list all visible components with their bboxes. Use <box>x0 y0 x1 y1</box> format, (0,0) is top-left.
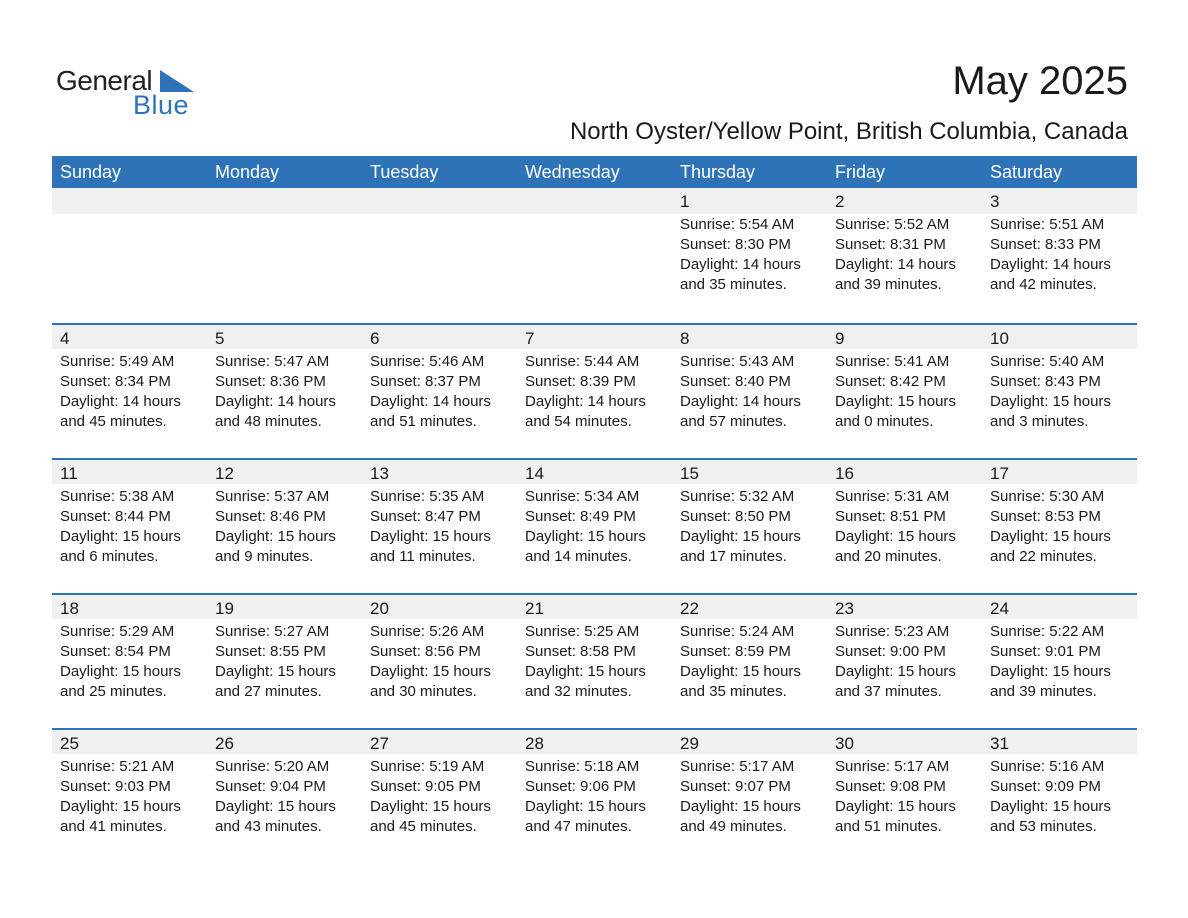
day-number: 15 <box>680 464 699 483</box>
day-cell <box>52 323 207 458</box>
day-cell <box>672 188 827 323</box>
daylight-hours: Daylight: 14 hours <box>680 393 801 410</box>
sunrise-time: Sunrise: 5:19 AM <box>370 758 485 775</box>
day-number: 9 <box>835 329 845 348</box>
daylight-minutes: and 0 minutes. <box>835 413 934 430</box>
sunrise-time: Sunrise: 5:52 AM <box>835 216 950 233</box>
daylight-hours: Daylight: 15 hours <box>835 528 956 545</box>
day-number: 3 <box>990 192 1000 211</box>
weekday-wednesday: Wednesday <box>525 162 620 182</box>
daylight-hours: Daylight: 15 hours <box>680 528 801 545</box>
daylight-hours: Daylight: 15 hours <box>215 663 336 680</box>
daylight-minutes: and 27 minutes. <box>215 683 322 700</box>
sun-info <box>215 622 336 702</box>
sun-info <box>370 352 491 432</box>
day-cell <box>207 323 362 458</box>
sunset-time: Sunset: 8:59 PM <box>680 643 791 660</box>
day-cell <box>517 458 672 593</box>
sun-info <box>990 622 1111 702</box>
sun-info <box>990 487 1111 567</box>
week-row <box>52 458 1137 593</box>
daylight-hours: Daylight: 15 hours <box>525 528 646 545</box>
day-cell <box>362 323 517 458</box>
sunset-time: Sunset: 9:05 PM <box>370 778 481 795</box>
weekday-sunday: Sunday <box>60 162 122 182</box>
daylight-minutes: and 37 minutes. <box>835 683 942 700</box>
sunset-time: Sunset: 8:47 PM <box>370 508 481 525</box>
sunrise-time: Sunrise: 5:47 AM <box>215 353 330 370</box>
week-row <box>52 728 1137 863</box>
day-cell <box>672 458 827 593</box>
day-number: 30 <box>835 734 854 753</box>
day-cell <box>672 593 827 728</box>
day-cell <box>827 728 982 863</box>
weekday-header <box>52 156 1137 188</box>
sun-info <box>60 622 181 702</box>
daylight-hours: Daylight: 14 hours <box>680 256 801 273</box>
daylight-minutes: and 53 minutes. <box>990 818 1097 835</box>
day-number: 23 <box>835 599 854 618</box>
sunrise-time: Sunrise: 5:34 AM <box>525 488 640 505</box>
day-cell <box>982 188 1137 323</box>
sun-info <box>835 352 956 432</box>
sun-info <box>370 757 491 837</box>
day-cell <box>827 323 982 458</box>
sunrise-time: Sunrise: 5:43 AM <box>680 353 795 370</box>
day-number: 31 <box>990 734 1009 753</box>
calendar-weeks <box>52 188 1137 863</box>
daylight-hours: Daylight: 15 hours <box>990 663 1111 680</box>
day-number: 22 <box>680 599 699 618</box>
daylight-hours: Daylight: 14 hours <box>835 256 956 273</box>
daylight-hours: Daylight: 15 hours <box>370 663 491 680</box>
week-row <box>52 323 1137 458</box>
daylight-hours: Daylight: 15 hours <box>60 798 181 815</box>
daylight-hours: Daylight: 15 hours <box>835 393 956 410</box>
sun-info <box>215 757 336 837</box>
daylight-hours: Daylight: 14 hours <box>370 393 491 410</box>
sunset-time: Sunset: 8:54 PM <box>60 643 171 660</box>
sunset-time: Sunset: 8:55 PM <box>215 643 326 660</box>
daylight-hours: Daylight: 15 hours <box>215 528 336 545</box>
sunrise-time: Sunrise: 5:44 AM <box>525 353 640 370</box>
daylight-hours: Daylight: 15 hours <box>215 798 336 815</box>
daylight-minutes: and 57 minutes. <box>680 413 787 430</box>
sunset-time: Sunset: 8:56 PM <box>370 643 481 660</box>
sunrise-time: Sunrise: 5:29 AM <box>60 623 175 640</box>
sunrise-time: Sunrise: 5:17 AM <box>680 758 795 775</box>
sunset-time: Sunset: 8:42 PM <box>835 373 946 390</box>
sunrise-time: Sunrise: 5:23 AM <box>835 623 950 640</box>
sun-info <box>835 757 956 837</box>
sunrise-time: Sunrise: 5:27 AM <box>215 623 330 640</box>
day-number: 24 <box>990 599 1009 618</box>
daylight-hours: Daylight: 15 hours <box>370 528 491 545</box>
day-number: 7 <box>525 329 535 348</box>
sunset-time: Sunset: 9:08 PM <box>835 778 946 795</box>
day-cell <box>982 593 1137 728</box>
daylight-minutes: and 14 minutes. <box>525 548 632 565</box>
sunset-time: Sunset: 9:01 PM <box>990 643 1101 660</box>
day-cell <box>982 728 1137 863</box>
day-cell <box>207 458 362 593</box>
daylight-hours: Daylight: 15 hours <box>60 663 181 680</box>
sunrise-time: Sunrise: 5:21 AM <box>60 758 175 775</box>
sunrise-time: Sunrise: 5:16 AM <box>990 758 1105 775</box>
day-number: 29 <box>680 734 699 753</box>
sunrise-time: Sunrise: 5:32 AM <box>680 488 795 505</box>
day-number: 17 <box>990 464 1009 483</box>
sunrise-time: Sunrise: 5:37 AM <box>215 488 330 505</box>
daylight-hours: Daylight: 15 hours <box>835 798 956 815</box>
sunrise-time: Sunrise: 5:49 AM <box>60 353 175 370</box>
sun-info <box>60 352 181 432</box>
day-cell <box>362 728 517 863</box>
daylight-minutes: and 35 minutes. <box>680 683 787 700</box>
daylight-minutes: and 32 minutes. <box>525 683 632 700</box>
sunset-time: Sunset: 9:09 PM <box>990 778 1101 795</box>
sunset-time: Sunset: 8:58 PM <box>525 643 636 660</box>
sunrise-time: Sunrise: 5:18 AM <box>525 758 640 775</box>
daylight-minutes: and 35 minutes. <box>680 276 787 293</box>
day-number: 18 <box>60 599 79 618</box>
sun-info <box>990 215 1111 295</box>
day-number: 4 <box>60 329 70 348</box>
sunset-time: Sunset: 8:44 PM <box>60 508 171 525</box>
day-cell <box>362 458 517 593</box>
daylight-hours: Daylight: 15 hours <box>370 798 491 815</box>
logo-blue-text: Blue <box>133 90 190 120</box>
sunrise-time: Sunrise: 5:20 AM <box>215 758 330 775</box>
daylight-minutes: and 51 minutes. <box>835 818 942 835</box>
day-cell <box>207 593 362 728</box>
daylight-hours: Daylight: 15 hours <box>990 393 1111 410</box>
sun-info <box>835 487 956 567</box>
sunrise-time: Sunrise: 5:17 AM <box>835 758 950 775</box>
weekday-tuesday: Tuesday <box>370 162 439 182</box>
sunset-time: Sunset: 9:04 PM <box>215 778 326 795</box>
sunset-time: Sunset: 9:03 PM <box>60 778 171 795</box>
daylight-hours: Daylight: 15 hours <box>60 528 181 545</box>
sun-info <box>60 757 181 837</box>
daylight-minutes: and 51 minutes. <box>370 413 477 430</box>
sunrise-time: Sunrise: 5:25 AM <box>525 623 640 640</box>
sun-info <box>990 757 1111 837</box>
week-row <box>52 593 1137 728</box>
day-number: 10 <box>990 329 1009 348</box>
sunrise-time: Sunrise: 5:41 AM <box>835 353 950 370</box>
logo-general-text: General <box>56 65 153 96</box>
sunset-time: Sunset: 9:07 PM <box>680 778 791 795</box>
daylight-hours: Daylight: 15 hours <box>680 663 801 680</box>
day-cell <box>982 323 1137 458</box>
sunset-time: Sunset: 8:50 PM <box>680 508 791 525</box>
daylight-minutes: and 11 minutes. <box>370 548 476 565</box>
sunrise-time: Sunrise: 5:51 AM <box>990 216 1105 233</box>
daylight-minutes: and 45 minutes. <box>370 818 477 835</box>
sunset-time: Sunset: 8:30 PM <box>680 236 791 253</box>
empty-day-cell <box>362 188 517 323</box>
sun-info <box>680 487 801 567</box>
day-cell <box>517 323 672 458</box>
sun-info <box>680 352 801 432</box>
sun-info <box>60 487 181 567</box>
sunrise-time: Sunrise: 5:31 AM <box>835 488 950 505</box>
sun-info <box>680 622 801 702</box>
day-number: 16 <box>835 464 854 483</box>
sunset-time: Sunset: 8:49 PM <box>525 508 636 525</box>
daylight-minutes: and 47 minutes. <box>525 818 632 835</box>
sunrise-time: Sunrise: 5:24 AM <box>680 623 795 640</box>
logo <box>56 62 206 122</box>
day-number: 11 <box>60 464 78 483</box>
day-cell <box>517 593 672 728</box>
weekday-thursday: Thursday <box>680 162 756 182</box>
sunrise-time: Sunrise: 5:46 AM <box>370 353 485 370</box>
day-number: 21 <box>525 599 544 618</box>
sunset-time: Sunset: 9:00 PM <box>835 643 946 660</box>
sunset-time: Sunset: 8:34 PM <box>60 373 171 390</box>
location-subtitle: North Oyster/Yellow Point, British Columbia, Canada <box>569 118 1128 145</box>
sunset-time: Sunset: 9:06 PM <box>525 778 636 795</box>
daylight-hours: Daylight: 15 hours <box>835 663 956 680</box>
sun-info <box>680 215 801 295</box>
daylight-hours: Daylight: 14 hours <box>215 393 336 410</box>
sunset-time: Sunset: 8:39 PM <box>525 373 636 390</box>
empty-day-cell <box>52 188 207 323</box>
sunrise-time: Sunrise: 5:30 AM <box>990 488 1105 505</box>
weekday-friday: Friday <box>835 162 886 182</box>
sunset-time: Sunset: 8:31 PM <box>835 236 946 253</box>
day-number: 14 <box>525 464 544 483</box>
sunrise-time: Sunrise: 5:54 AM <box>680 216 795 233</box>
daylight-hours: Daylight: 15 hours <box>680 798 801 815</box>
day-number: 26 <box>215 734 234 753</box>
day-cell <box>52 593 207 728</box>
sun-info <box>215 352 336 432</box>
weekday-saturday: Saturday <box>990 162 1063 182</box>
daylight-minutes: and 54 minutes. <box>525 413 632 430</box>
empty-day-cell <box>207 188 362 323</box>
daylight-minutes: and 39 minutes. <box>990 683 1097 700</box>
daylight-minutes: and 41 minutes. <box>60 818 167 835</box>
day-number: 1 <box>680 192 690 211</box>
day-number: 5 <box>215 329 225 348</box>
day-cell <box>207 728 362 863</box>
day-cell <box>827 188 982 323</box>
sun-info <box>370 487 491 567</box>
calendar-grid <box>52 156 1137 863</box>
sun-info <box>680 757 801 837</box>
sunrise-time: Sunrise: 5:22 AM <box>990 623 1105 640</box>
sunrise-time: Sunrise: 5:38 AM <box>60 488 175 505</box>
daylight-hours: Daylight: 15 hours <box>990 798 1111 815</box>
sunset-time: Sunset: 8:51 PM <box>835 508 946 525</box>
sunset-time: Sunset: 8:53 PM <box>990 508 1101 525</box>
sunset-time: Sunset: 8:36 PM <box>215 373 326 390</box>
day-cell <box>517 728 672 863</box>
sunset-time: Sunset: 8:40 PM <box>680 373 791 390</box>
daylight-hours: Daylight: 15 hours <box>990 528 1111 545</box>
sun-info <box>990 352 1111 432</box>
sunset-time: Sunset: 8:46 PM <box>215 508 326 525</box>
day-number: 12 <box>215 464 234 483</box>
day-cell <box>362 593 517 728</box>
day-cell <box>827 458 982 593</box>
daylight-minutes: and 6 minutes. <box>60 548 159 565</box>
sun-info <box>215 487 336 567</box>
day-cell <box>827 593 982 728</box>
sunrise-time: Sunrise: 5:40 AM <box>990 353 1105 370</box>
day-cell <box>982 458 1137 593</box>
daylight-minutes: and 22 minutes. <box>990 548 1097 565</box>
day-number: 19 <box>215 599 234 618</box>
sun-info <box>835 622 956 702</box>
daylight-minutes: and 3 minutes. <box>990 413 1089 430</box>
daylight-minutes: and 30 minutes. <box>370 683 477 700</box>
daylight-minutes: and 45 minutes. <box>60 413 167 430</box>
day-number: 25 <box>60 734 79 753</box>
daylight-minutes: and 39 minutes. <box>835 276 942 293</box>
day-cell <box>52 728 207 863</box>
daylight-hours: Daylight: 15 hours <box>525 663 646 680</box>
sunrise-time: Sunrise: 5:26 AM <box>370 623 485 640</box>
sun-info <box>525 352 646 432</box>
empty-day-cell <box>517 188 672 323</box>
daylight-minutes: and 42 minutes. <box>990 276 1097 293</box>
sun-info <box>525 757 646 837</box>
daylight-hours: Daylight: 14 hours <box>990 256 1111 273</box>
sun-info <box>525 622 646 702</box>
daylight-minutes: and 20 minutes. <box>835 548 942 565</box>
day-number: 13 <box>370 464 389 483</box>
daylight-minutes: and 25 minutes. <box>60 683 167 700</box>
day-number: 6 <box>370 329 380 348</box>
day-number: 27 <box>370 734 389 753</box>
day-cell <box>52 458 207 593</box>
daylight-hours: Daylight: 15 hours <box>525 798 646 815</box>
sunset-time: Sunset: 8:43 PM <box>990 373 1101 390</box>
weekday-monday: Monday <box>215 162 280 182</box>
daylight-minutes: and 49 minutes. <box>680 818 787 835</box>
daylight-minutes: and 48 minutes. <box>215 413 322 430</box>
week-row <box>52 188 1137 323</box>
sunset-time: Sunset: 8:33 PM <box>990 236 1101 253</box>
day-number: 2 <box>835 192 845 211</box>
daylight-minutes: and 43 minutes. <box>215 818 322 835</box>
sunrise-time: Sunrise: 5:35 AM <box>370 488 485 505</box>
day-number: 20 <box>370 599 389 618</box>
page-title: May 2025 <box>952 59 1128 103</box>
daylight-hours: Daylight: 14 hours <box>525 393 646 410</box>
sun-info <box>370 622 491 702</box>
daylight-minutes: and 9 minutes. <box>215 548 314 565</box>
sun-info <box>525 487 646 567</box>
day-number: 28 <box>525 734 544 753</box>
sun-info <box>835 215 956 295</box>
day-cell <box>672 728 827 863</box>
daylight-minutes: and 17 minutes. <box>680 548 787 565</box>
daylight-hours: Daylight: 14 hours <box>60 393 181 410</box>
sunset-time: Sunset: 8:37 PM <box>370 373 481 390</box>
day-number: 8 <box>680 329 690 348</box>
day-cell <box>672 323 827 458</box>
